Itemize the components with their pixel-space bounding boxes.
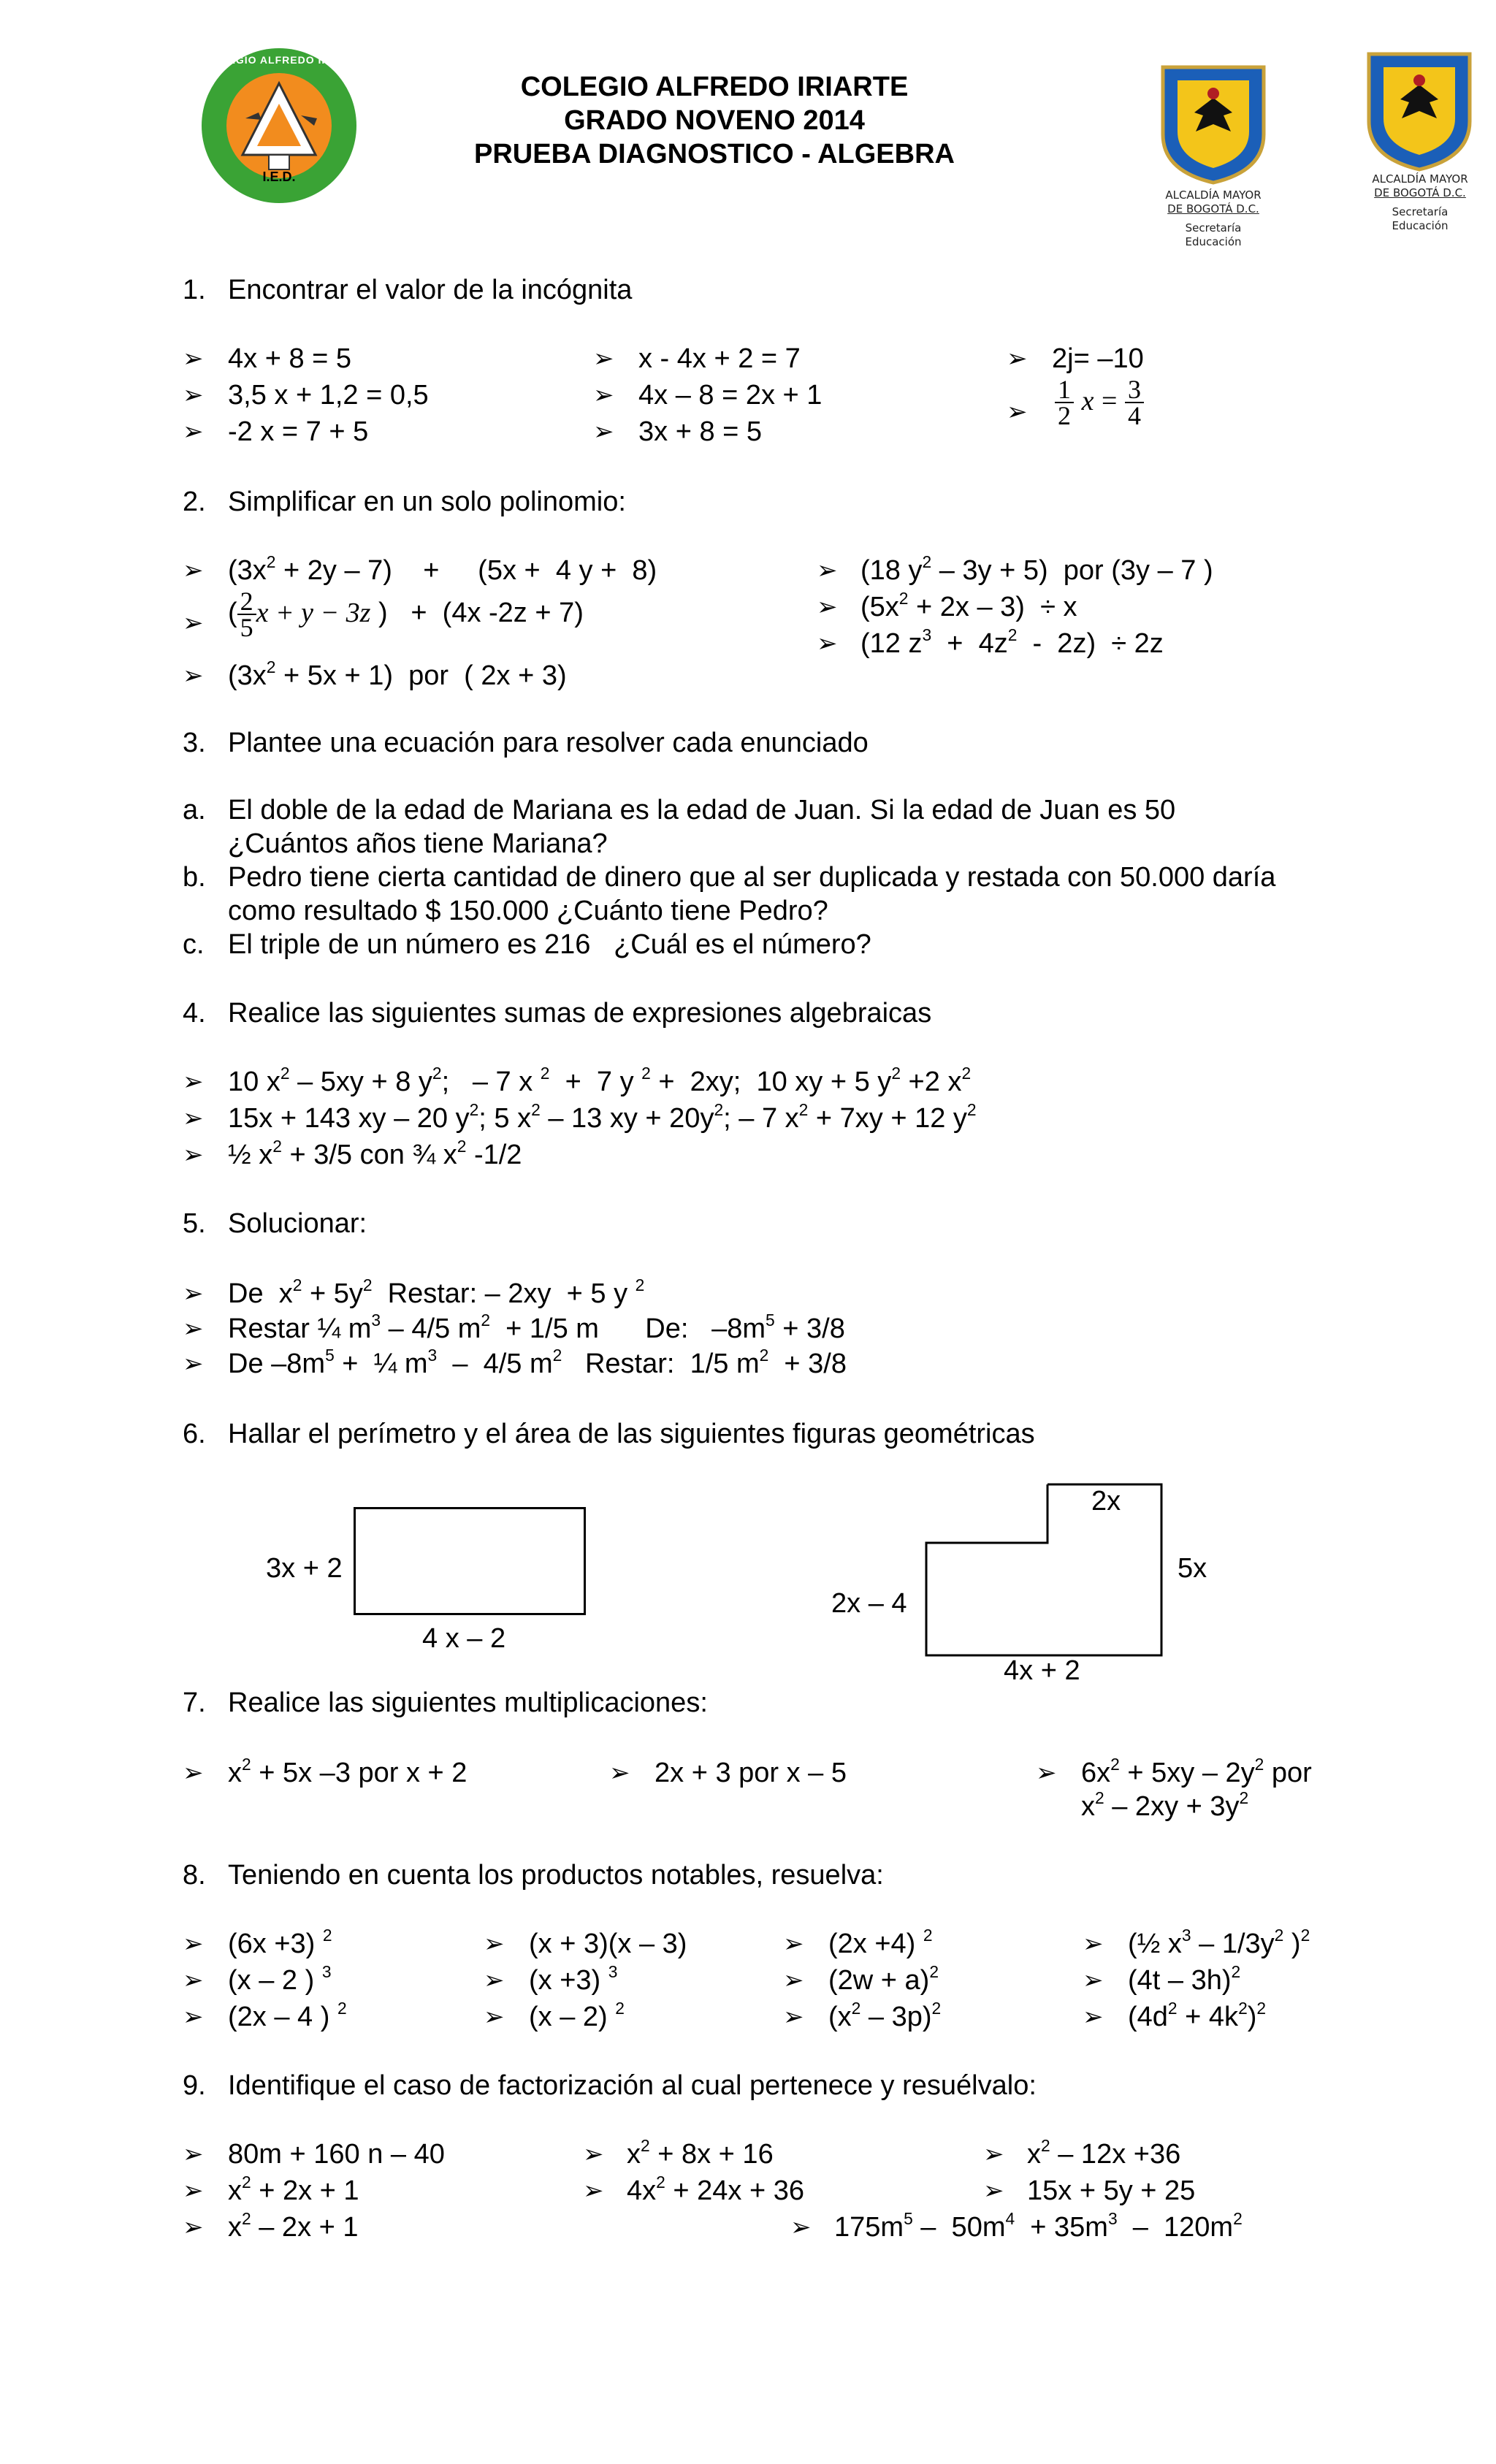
bullet-arrow-icon: ➢	[183, 1314, 204, 1343]
q4-item: ½ $x^2 + 3/5$ con ¾ $x^2$ -1/2	[228, 1137, 522, 1170]
bullet-arrow-icon: ➢	[783, 2002, 804, 2032]
q1-item: 3x + 8 = 5	[638, 416, 763, 447]
bullet-arrow-icon: ➢	[183, 1067, 204, 1096]
q9-item: $x^2 - 2x + 1$	[228, 2209, 359, 2243]
q1-item: 3,5 x + 1,2 = 0,5	[228, 380, 429, 411]
q3-item-line: ¿Cuántos años tiene Mariana?	[228, 828, 608, 859]
q7-item: 2x + 3 por x – 5	[654, 1758, 847, 1788]
q9-item: $x^2 + 2x + 1$	[228, 2173, 359, 2206]
l-shape-figure	[923, 1481, 1164, 1658]
q1-title: Encontrar el valor de la incógnita	[228, 275, 633, 305]
bullet-arrow-icon: ➢	[183, 344, 204, 373]
q3-title: Plantee una ecuación para resolver cada enunciado	[228, 728, 869, 758]
test-title: PRUEBA DIAGNOSTICO - ALGEBRA	[474, 139, 955, 169]
bullet-arrow-icon: ➢	[183, 2213, 204, 2242]
bullet-arrow-icon: ➢	[183, 1140, 204, 1170]
bullet-arrow-icon: ➢	[183, 556, 204, 585]
q4-item: 10 $x^2 - 5xy + 8$ $y^2$; – 7 x $^2$ + 7 y $^2$ + 2xy; 10 xy + 5 $y^2 +2$ $x^2$	[228, 1064, 972, 1097]
q2-item: (18 $y^2 - 3y + 5$) por (3y – 7 )	[860, 552, 1213, 586]
q1-item: 2j= –10	[1052, 343, 1144, 374]
q1-item: 4x – 8 = 2x + 1	[638, 380, 823, 411]
q1-item: x - 4x + 2 = 7	[638, 343, 801, 374]
q9-item: $x^2 + 8x + 16$	[627, 2136, 774, 2170]
q5-title: Solucionar:	[228, 1208, 367, 1239]
q1-item: -2 x = 7 + 5	[228, 416, 369, 447]
bullet-arrow-icon: ➢	[783, 1966, 804, 1995]
rect-bottom-label: 4 x – 2	[422, 1623, 506, 1654]
bullet-arrow-icon: ➢	[183, 1966, 204, 1995]
q3-label: a.	[183, 795, 206, 825]
q5-item: Restar ¼ $m^3 - 4/5$ $m^2 + 1/5$ m De: $-8m^5 + 3/8$	[228, 1311, 845, 1344]
bullet-arrow-icon: ➢	[1007, 344, 1028, 373]
bullet-arrow-icon: ➢	[183, 661, 204, 690]
seal-right-line1: ALCALDÍA MAYOR	[1372, 172, 1468, 186]
bullet-arrow-icon: ➢	[484, 1966, 505, 1995]
q4-title: Realice las siguientes sumas de expresiones algebraicas	[228, 998, 932, 1029]
rectangle-figure	[354, 1507, 586, 1615]
q5-number: 5.	[183, 1208, 206, 1239]
bullet-arrow-icon: ➢	[817, 629, 838, 658]
q1-item: 4x + 8 = 5	[228, 343, 352, 374]
q5-item: De $x^2 + 5y^2$ Restar: – 2xy + 5 y $^2$	[228, 1275, 645, 1309]
seal-left-line4: Educación	[1185, 235, 1242, 248]
q3-item-line: El triple de un número es 216 ¿Cuál es el número?	[228, 929, 871, 960]
q7-item: $x^2 + 5x$ –3 por x + 2	[228, 1755, 468, 1788]
q9-item: $175m^5 - 50m^4 + 35m^3 - 120m^2$	[834, 2209, 1243, 2243]
logo-text-top: COLEGIO ALFREDO IRIARTE	[205, 54, 365, 66]
seal-left-line2: DE BOGOTÁ D.C.	[1167, 202, 1259, 215]
q8-item: (x – 2) $^2$	[529, 1999, 625, 2032]
bullet-arrow-icon: ➢	[183, 1104, 204, 1133]
bullet-arrow-icon: ➢	[983, 2176, 1004, 2205]
q7-title: Realice las siguientes multiplicaciones:	[228, 1687, 708, 1718]
bullet-arrow-icon: ➢	[484, 1929, 505, 1958]
school-name: COLEGIO ALFREDO IRIARTE	[520, 72, 909, 102]
q6-number: 6.	[183, 1419, 206, 1449]
q8-item: (x +3) $^3$	[529, 1962, 618, 1996]
bullet-arrow-icon: ➢	[183, 1929, 204, 1958]
q2-item: $(5x^2 + 2x - 3) \div x$	[860, 589, 1077, 622]
lshape-top-label: 2x	[1091, 1486, 1121, 1517]
bullet-arrow-icon: ➢	[593, 344, 614, 373]
q1-number: 1.	[183, 275, 206, 305]
grade-title: GRADO NOVENO 2014	[564, 105, 865, 136]
bullet-arrow-icon: ➢	[183, 1279, 204, 1308]
q8-item: (2x – 4 ) $^2$	[228, 1999, 347, 2032]
seal-right-line2: DE BOGOTÁ D.C.	[1374, 186, 1466, 199]
q8-item: (4t – 3h)$^2$	[1128, 1962, 1241, 1996]
q9-item: 15x + 5y + 25	[1027, 2175, 1196, 2206]
q3-item-line: como resultado $ 150.000 ¿Cuánto tiene Pedro?	[228, 896, 828, 926]
q8-item: $(2w + a)^2$	[828, 1962, 939, 1996]
bullet-arrow-icon: ➢	[817, 592, 838, 622]
bullet-arrow-icon: ➢	[484, 2002, 505, 2032]
q2-number: 2.	[183, 487, 206, 517]
q9-item: 80m + 160 n – 40	[228, 2139, 445, 2170]
bullet-arrow-icon: ➢	[983, 2140, 1004, 2169]
q8-title: Teniendo en cuenta los productos notables, resuelva:	[228, 1860, 884, 1891]
q2-item: $(3x^2 + 2y - 7)$ + (5x + 4 y + 8)	[228, 552, 657, 586]
q3-label: b.	[183, 862, 206, 893]
q8-item: (2x +4) $^2$	[828, 1926, 933, 1959]
bullet-arrow-icon: ➢	[593, 417, 614, 446]
q7-number: 7.	[183, 1687, 206, 1718]
bullet-arrow-icon: ➢	[609, 1758, 630, 1788]
bullet-arrow-icon: ➢	[583, 2176, 604, 2205]
bullet-arrow-icon: ➢	[183, 2140, 204, 2169]
seal-right-line3: Secretaría	[1392, 205, 1449, 218]
bullet-arrow-icon: ➢	[583, 2140, 604, 2169]
q7-item: $6x^2 + 5xy - 2y^2$ por	[1081, 1755, 1312, 1788]
bogota-seal-right	[1365, 48, 1474, 172]
q4-number: 4.	[183, 998, 206, 1029]
seal-right-line4: Educación	[1392, 219, 1449, 232]
bullet-arrow-icon: ➢	[183, 381, 204, 410]
bullet-arrow-icon: ➢	[1007, 397, 1028, 427]
q6-title: Hallar el perímetro y el área de las siguientes figuras geométricas	[228, 1419, 1035, 1449]
q3-label: c.	[183, 929, 205, 960]
q8-number: 8.	[183, 1860, 206, 1891]
q8-item: (6x +3) $^2$	[228, 1926, 332, 1959]
q3-number: 3.	[183, 728, 206, 758]
seal-left-line1: ALCALDÍA MAYOR	[1165, 188, 1262, 202]
q8-item: (x + 3)(x – 3)	[529, 1929, 687, 1959]
q7-item-cont: $x^2 - 2xy + 3y^2$	[1081, 1788, 1249, 1822]
q2-title: Simplificar en un solo polinomio:	[228, 487, 626, 517]
bullet-arrow-icon: ➢	[790, 2213, 812, 2242]
lshape-bottom-label: 4x + 2	[1004, 1655, 1080, 1686]
bogota-seal-left	[1159, 61, 1268, 186]
q8-item: $(4d^2 + 4k^2)^2$	[1128, 1999, 1267, 2032]
rect-side-label: 3x + 2	[266, 1553, 343, 1584]
q2-item: (12 $z^3 + 4z^2 - 2z) \div 2z$	[860, 625, 1164, 659]
q4-item: 15x + 143 xy – 20 $y^2$; 5 $x^2 - 13$ xy + $20y^2$; – 7 $x^2 + 7xy + 12$ $y^2$	[228, 1100, 977, 1134]
bullet-arrow-icon: ➢	[183, 2002, 204, 2032]
bullet-arrow-icon: ➢	[183, 609, 204, 638]
q8-item: (x – 2 ) $^3$	[228, 1962, 332, 1996]
seal-left-line3: Secretaría	[1185, 221, 1242, 234]
bullet-arrow-icon: ➢	[1083, 1929, 1104, 1958]
q1-fraction-equation: $\frac{1}{2}$ x = $\frac{3}{4}$	[1055, 377, 1144, 428]
q2-item: ( $\frac{2}{5}$ x + y − 3z ) + (4x -2z + 7)	[228, 587, 584, 642]
bullet-arrow-icon: ➢	[183, 1349, 204, 1378]
bullet-arrow-icon: ➢	[183, 417, 204, 446]
bullet-arrow-icon: ➢	[1083, 1966, 1104, 1995]
bullet-arrow-icon: ➢	[1083, 2002, 1104, 2032]
bullet-arrow-icon: ➢	[817, 556, 838, 585]
lshape-right-label: 5x	[1178, 1553, 1207, 1584]
q3-item-line: El doble de la edad de Mariana es la edad de Juan. Si la edad de Juan es 50	[228, 795, 1176, 825]
q9-item: $x^2 - 12x +36$	[1027, 2136, 1181, 2170]
bullet-arrow-icon: ➢	[593, 381, 614, 410]
q5-item: De $-8m^5$ + ¼ $m^3 - 4/5$ $m^2$ Restar: 1/5 $m^2 + 3/8$	[228, 1346, 847, 1379]
q8-item: (½ $x^3 - 1/3y^2$ )$^2$	[1128, 1926, 1310, 1959]
lshape-left-label: 2x – 4	[831, 1588, 907, 1619]
q9-item: $4x^2 + 24x + 36$	[627, 2173, 804, 2206]
q9-number: 9.	[183, 2070, 206, 2101]
bullet-arrow-icon: ➢	[783, 1929, 804, 1958]
q3-item-line: Pedro tiene cierta cantidad de dinero que al ser duplicada y restada con 50.000 daría	[228, 862, 1276, 893]
q8-item: $(x^2 - 3p)^2$	[828, 1999, 942, 2032]
q2-item: $(3x^2 + 5x + 1)$ por ( 2x + 3)	[228, 657, 567, 691]
bullet-arrow-icon: ➢	[1036, 1758, 1057, 1788]
bullet-arrow-icon: ➢	[183, 1758, 204, 1788]
q9-title: Identifique el caso de factorización al cual pertenece y resuélvalo:	[228, 2070, 1037, 2101]
bullet-arrow-icon: ➢	[183, 2176, 204, 2205]
logo-text-bottom: I.E.D.	[262, 169, 296, 184]
